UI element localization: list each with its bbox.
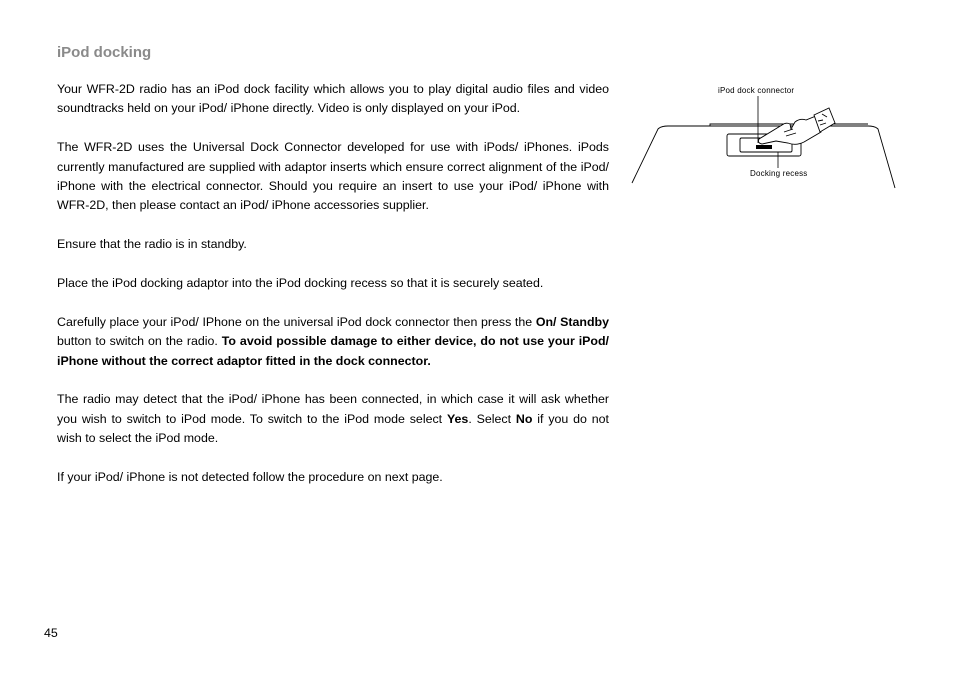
label-dock-connector: iPod dock connector [718, 86, 795, 95]
text-run: Carefully place your iPod/ IPhone on the universal iPod dock connector then press the [57, 314, 536, 329]
text-run: . Select [468, 411, 516, 426]
text-run: button to switch on the radio. [57, 334, 222, 349]
paragraph-dock-connector: The WFR-2D uses the Universal Dock Connector developed for use with iPods/ iPhones. iPods currently manufactured are supplied with adaptor inserts which ensure correct alignment of the iPod/ iPhone with the electrical connector. Should you require an insert to use your iPod/ iPhone with WFR-2D, then please contact an iPod/ iPhone accessories supplier. [57, 140, 609, 213]
dock-connector [756, 145, 772, 149]
paragraph-adaptor: Place the iPod docking adaptor into the iPod docking recess so that it is securely seated. [57, 276, 544, 291]
bold-yes: Yes [446, 411, 469, 426]
bold-on-standby: On/ Standby [535, 314, 609, 329]
paragraph-standby: Ensure that the radio is in standby. [57, 237, 247, 252]
body-text [57, 80, 609, 487]
text-run: if you do not wish to select the iPod mode. [57, 411, 610, 446]
paragraph-detect [57, 390, 609, 448]
bold-no: No [515, 411, 533, 426]
label-docking-recess: Docking recess [750, 169, 808, 178]
page-number: 45 [44, 626, 58, 640]
paragraph-place-ipod [57, 313, 609, 371]
bold-warning: To avoid possible damage to either device, do not use your iPod/ iPhone without the correct adaptor fitted in the dock connector. [57, 334, 609, 368]
paragraph-not-detected: If your iPod/ iPhone is not detected follow the procedure on next page. [57, 470, 443, 485]
text-run: The radio may detect that the iPod/ iPhone has been connected, in which case it will ask whether you wish to switch to iPod mode. To switch to the iPod mode select [57, 392, 609, 426]
dock-diagram [628, 80, 900, 192]
page-title: iPod docking [57, 44, 152, 61]
paragraph-intro: Your WFR-2D radio has an iPod dock facility which allows you to play digital audio files and video soundtracks held on your iPod/ iPhone directly. Video is only displayed on your iPod. [57, 82, 609, 116]
